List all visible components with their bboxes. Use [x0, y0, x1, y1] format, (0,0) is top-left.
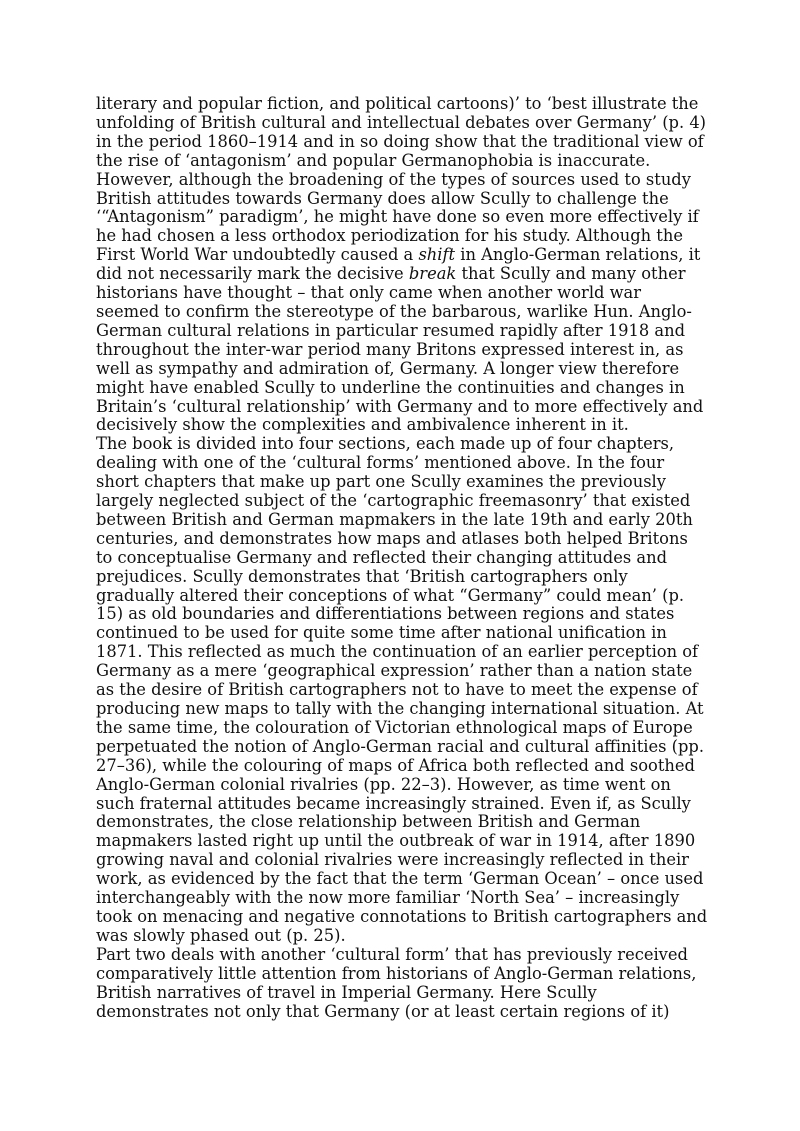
text-line: [96, 246, 706, 265]
text-segment: short chapters that make up part one Scully examines the previously: [96, 472, 666, 492]
text-segment: growing naval and colonial rivalries were increasingly reflected in their: [96, 850, 689, 870]
text-segment: was slowly phased out (p. 25).: [96, 925, 346, 945]
text-line: [96, 624, 706, 643]
text-segment: interchangeably with the now more familiar ‘North Sea’ – increasingly: [96, 888, 680, 908]
text-segment: unfolding of British cultural and intellectual debates over Germany’ (p. 4): [96, 112, 707, 132]
text-segment: between British and German mapmakers in the late 19th and early 20th: [96, 509, 693, 529]
text-line: [96, 870, 706, 889]
text-segment: prejudices. Scully demonstrates that ‘British cartographers only: [96, 566, 628, 586]
text-line: [96, 568, 706, 587]
text-segment: as the desire of British cartographers not to have to meet the expense of: [96, 680, 698, 700]
text-segment: demonstrates, the close relationship between British and German: [96, 812, 641, 832]
text-segment: the rise of ‘antagonism’ and popular Germanophobia is inaccurate.: [96, 150, 651, 170]
text-line: [96, 152, 706, 171]
text-segment: ‘“Antagonism” paradigm’, he might have done so even more effectively if: [96, 207, 699, 227]
text-segment: took on menacing and negative connotations to British cartographers and: [96, 906, 708, 926]
text-line: [96, 549, 706, 568]
text-segment: work, as evidenced by the fact that the term ‘German Ocean’ – once used: [96, 869, 704, 889]
text-segment: he had chosen a less orthodox periodization for his study. Although the: [96, 226, 683, 246]
text-line: [96, 776, 706, 795]
text-line: [96, 851, 706, 870]
text-segment: throughout the inter-war period many Britons expressed interest in, as: [96, 339, 684, 359]
text-segment: demonstrates not only that Germany (or at least certain regions of it): [96, 1001, 670, 1021]
text-segment: gradually altered their conceptions of what “Germany” could mean’ (p.: [96, 585, 685, 605]
text-line: [96, 190, 706, 209]
text-segment: seemed to confirm the stereotype of the barbarous, warlike Hun. Anglo-: [96, 301, 692, 321]
italic-text: shift: [418, 245, 456, 265]
text-segment: comparatively little attention from historians of Anglo-German relations,: [96, 963, 697, 983]
text-line: [96, 965, 706, 984]
text-line: [96, 927, 706, 946]
text-line: [96, 946, 706, 965]
text-line: [96, 341, 706, 360]
text-line: [96, 700, 706, 719]
text-line: [96, 379, 706, 398]
paragraph: [96, 435, 706, 945]
text-line: [96, 303, 706, 322]
text-segment: British narratives of travel in Imperial Germany. Here Scully: [96, 982, 597, 1002]
text-segment: might have enabled Scully to underline the continuities and changes in: [96, 377, 685, 397]
text-segment: Britain’s ‘cultural relationship’ with Germany and to more effectively and: [96, 396, 704, 416]
text-line: [96, 454, 706, 473]
text-segment: centuries, and demonstrates how maps and atlases both helped Britons: [96, 528, 688, 548]
text-line: [96, 813, 706, 832]
text-line: [96, 908, 706, 927]
text-segment: literary and popular fiction, and political cartoons)’ to ‘best illustrate the: [96, 94, 699, 113]
text-segment: Germany as a mere ‘geographical expression’ rather than a nation state: [96, 661, 693, 681]
text-segment: British attitudes towards Germany does allow Scully to challenge the: [96, 188, 669, 208]
text-segment: the same time, the colouration of Victorian ethnological maps of Europe: [96, 717, 693, 737]
text-segment: that Scully and many other: [456, 264, 686, 284]
text-line: [96, 398, 706, 417]
text-line: [96, 605, 706, 624]
text-segment: Part two deals with another ‘cultural form’ that has previously received: [96, 944, 688, 964]
text-line: [96, 322, 706, 341]
text-segment: producing new maps to tally with the changing international situation. At: [96, 699, 704, 718]
text-line: [96, 284, 706, 303]
text-segment: decisively show the complexities and ambivalence inherent in it.: [96, 415, 629, 435]
text-segment: The book is divided into four sections, each made up of four chapters,: [96, 434, 675, 454]
text-line: [96, 360, 706, 379]
text-segment: to conceptualise Germany and reflected their changing attitudes and: [96, 547, 668, 567]
text-segment: 15) as old boundaries and differentiations between regions and states: [96, 604, 675, 624]
text-line: [96, 265, 706, 284]
text-line: [96, 662, 706, 681]
text-segment: 1871. This reflected as much the continuation of an earlier perception of: [96, 642, 699, 662]
text-line: [96, 832, 706, 851]
text-line: [96, 530, 706, 549]
text-line: [96, 473, 706, 492]
text-line: [96, 95, 706, 114]
paragraph: [96, 95, 706, 435]
text-line: [96, 681, 706, 700]
italic-text: break: [408, 264, 457, 284]
text-segment: 27–36), while the colouring of maps of Africa both reflected and soothed: [96, 755, 695, 775]
text-segment: largely neglected subject of the ‘cartographic freemasonry’ that existed: [96, 491, 691, 511]
text-line: [96, 171, 706, 190]
text-line: [96, 227, 706, 246]
text-segment: historians have thought – that only came when another world war: [96, 283, 642, 303]
text-segment: However, although the broadening of the types of sources used to study: [96, 169, 691, 189]
paragraph: [96, 946, 706, 1022]
text-line: [96, 133, 706, 152]
text-segment: in the period 1860–1914 and in so doing show that the traditional view of: [96, 131, 704, 151]
text-line: [96, 435, 706, 454]
text-line: [96, 511, 706, 530]
text-line: [96, 719, 706, 738]
text-segment: perpetuated the notion of Anglo-German racial and cultural affinities (pp.: [96, 736, 705, 756]
text-line: [96, 757, 706, 776]
text-segment: such fraternal attitudes became increasingly strained. Even if, as Scully: [96, 793, 691, 813]
text-line: [96, 738, 706, 757]
text-segment: Anglo-German colonial rivalries (pp. 22–3). However, as time went on: [96, 774, 671, 794]
text-line: [96, 643, 706, 662]
text-segment: continued to be used for quite some time after national unification in: [96, 623, 667, 643]
text-line: [96, 1003, 706, 1022]
text-line: [96, 114, 706, 133]
text-segment: well as sympathy and admiration of, Germany. A longer view therefore: [96, 358, 680, 378]
text-line: [96, 587, 706, 606]
text-segment: dealing with one of the ‘cultural forms’ mentioned above. In the four: [96, 453, 665, 473]
document-page: [96, 95, 706, 1021]
text-line: [96, 889, 706, 908]
text-segment: in Anglo-German relations, it: [455, 245, 701, 265]
text-segment: mapmakers lasted right up until the outbreak of war in 1914, after 1890: [96, 831, 696, 851]
text-line: [96, 984, 706, 1003]
text-line: [96, 492, 706, 511]
text-segment: German cultural relations in particular resumed rapidly after 1918 and: [96, 320, 685, 340]
text-line: [96, 795, 706, 814]
text-segment: did not necessarily mark the decisive: [96, 264, 409, 284]
text-line: [96, 208, 706, 227]
text-line: [96, 416, 706, 435]
text-segment: First World War undoubtedly caused a: [96, 245, 419, 265]
